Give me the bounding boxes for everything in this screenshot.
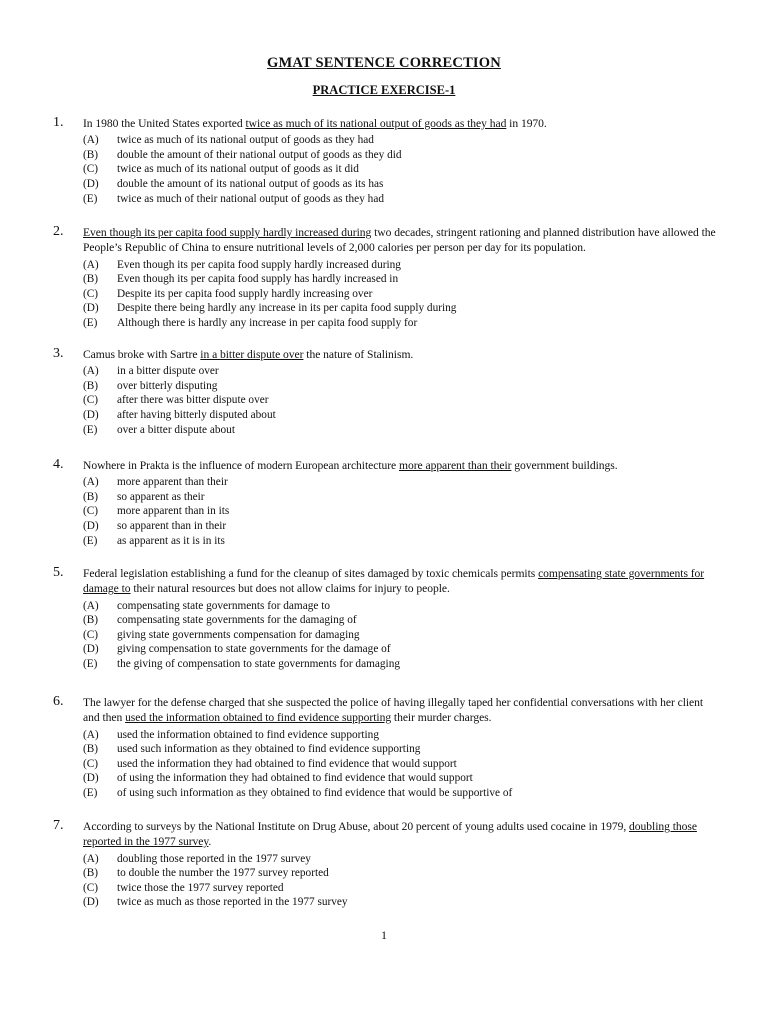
page-number: 1 — [381, 928, 387, 942]
option-letter: (C) — [83, 394, 99, 407]
stem-text: According to surveys by the National Institute on Drug Abuse, about 20 percent of young adults used cocaine in 1979, — [83, 820, 630, 833]
option-letter: (E) — [83, 192, 98, 205]
underlined-phrase: more apparent than their — [399, 459, 512, 472]
question-number: 1. — [53, 115, 64, 130]
option-text: used such information as they obtained to find evidence supporting — [117, 743, 421, 756]
option-letter: (A) — [83, 599, 99, 612]
option-text: in a bitter dispute over — [117, 365, 219, 378]
option-letter: (A) — [83, 134, 99, 147]
page-title: GMAT SENTENCE CORRECTION — [267, 55, 501, 71]
option-text: giving compensation to state governments for the damage of — [117, 643, 391, 656]
question-number: 6. — [53, 694, 64, 709]
question-number: 7. — [53, 818, 64, 833]
option-letter: (E) — [83, 534, 98, 547]
answer-option — [83, 490, 718, 505]
answer-option — [83, 133, 718, 148]
answer-option — [83, 613, 718, 628]
question-stem — [83, 116, 718, 131]
stem-text: government buildings. — [511, 459, 618, 472]
answer-option — [83, 475, 718, 490]
question-3 — [53, 347, 718, 437]
answer-option — [83, 534, 718, 549]
option-text: Although there is hardly any increase in per capita food supply for — [117, 316, 418, 329]
underlined-phrase: compensating state governments for damage to — [83, 567, 705, 596]
option-text: used the information they had obtained to find evidence that would support — [117, 757, 457, 770]
question-stem — [83, 819, 718, 850]
option-letter: (D) — [83, 520, 99, 533]
option-letter: (D) — [83, 178, 99, 191]
stem-text: Federal legislation establishing a fund for the cleanup of sites damaged by toxic chemicals permits — [83, 567, 539, 580]
option-letter: (E) — [83, 423, 98, 436]
underlined-phrase: in a bitter dispute over — [200, 348, 304, 361]
option-letter: (C) — [83, 163, 99, 176]
option-letter: (C) — [83, 505, 99, 518]
answer-option — [83, 852, 718, 867]
underlined-phrase: Even though its per capita food supply hardly increased during — [83, 226, 372, 239]
answer-option — [83, 642, 718, 657]
option-letter: (A) — [83, 852, 99, 865]
option-text: after there was bitter dispute over — [117, 394, 269, 407]
option-letter: (D) — [83, 643, 99, 656]
answer-options — [83, 364, 718, 437]
option-letter: (B) — [83, 743, 99, 756]
option-text: so apparent as their — [117, 490, 205, 503]
question-4 — [53, 458, 718, 548]
answer-option — [83, 408, 718, 423]
question-number: 5. — [53, 565, 64, 580]
option-text: Despite there being hardly any increase in its per capita food supply during — [117, 302, 457, 315]
option-text: Even though its per capita food supply has hardly increased in — [117, 273, 399, 286]
answer-options — [83, 728, 718, 801]
option-letter: (B) — [83, 379, 99, 392]
question-2 — [53, 225, 718, 331]
option-text: twice as much of its national output of goods as they had — [117, 134, 374, 147]
option-text: double the amount of its national output of goods as its has — [117, 178, 384, 191]
answer-option — [83, 148, 718, 163]
answer-option — [83, 895, 718, 910]
option-text: over a bitter dispute about — [117, 423, 235, 436]
answer-option — [83, 757, 718, 772]
question-number: 3. — [53, 346, 64, 361]
option-letter: (C) — [83, 287, 99, 300]
answer-option — [83, 364, 718, 379]
option-letter: (C) — [83, 628, 99, 641]
stem-text: the nature of Stalinism. — [303, 348, 414, 361]
option-text: so apparent than in their — [117, 520, 227, 533]
question-1 — [53, 116, 718, 206]
stem-text: . — [208, 835, 212, 849]
option-text: of using the information they had obtained to find evidence that would support — [117, 772, 473, 785]
option-text: twice as much of their national output of goods as they had — [117, 192, 384, 205]
option-letter: (D) — [83, 409, 99, 422]
option-text: of using such information as they obtained to find evidence that would be supportive of — [117, 786, 513, 799]
question-7 — [53, 819, 718, 910]
option-letter: (B) — [83, 490, 99, 503]
answer-option — [83, 316, 718, 331]
answer-option — [83, 881, 718, 896]
answer-option — [83, 301, 718, 316]
option-text: after having bitterly disputed about — [117, 409, 276, 422]
option-text: Despite its per capita food supply hardly increasing over — [117, 287, 373, 300]
option-letter: (A) — [83, 258, 99, 271]
option-text: over bitterly disputing — [117, 379, 218, 392]
option-text: doubling those reported in the 1977 survey — [117, 852, 311, 865]
question-stem — [83, 566, 718, 597]
answer-option — [83, 771, 718, 786]
option-text: used the information obtained to find evidence supporting — [117, 728, 379, 741]
answer-option — [83, 192, 718, 207]
answer-options — [83, 133, 718, 206]
question-6 — [53, 695, 718, 801]
answer-option — [83, 162, 718, 177]
option-letter: (C) — [83, 881, 99, 894]
answer-option — [83, 393, 718, 408]
question-5 — [53, 566, 718, 672]
underlined-phrase: doubling those reported in the 1977 survey — [83, 820, 697, 849]
underlined-phrase: twice as much of its national output of goods as they had — [245, 117, 507, 130]
option-letter: (A) — [83, 728, 99, 741]
answer-option — [83, 258, 718, 273]
answer-option — [83, 504, 718, 519]
option-letter: (B) — [83, 614, 99, 627]
question-number: 2. — [53, 224, 64, 239]
option-letter: (D) — [83, 896, 99, 909]
answer-option — [83, 866, 718, 881]
option-text: twice those the 1977 survey reported — [117, 881, 284, 894]
option-text: more apparent than their — [117, 476, 228, 489]
answer-option — [83, 272, 718, 287]
stem-text: their murder charges. — [391, 711, 492, 725]
answer-option — [83, 657, 718, 672]
option-text: double the amount of their national output of goods as they did — [117, 148, 402, 161]
question-stem — [83, 695, 718, 726]
page-subtitle: PRACTICE EXERCISE-1 — [312, 83, 456, 97]
stem-text: their natural resources but does not allow claims for injury to people. — [130, 582, 450, 596]
option-letter: (A) — [83, 476, 99, 489]
option-letter: (E) — [83, 316, 98, 329]
stem-text: Camus broke with Sartre — [83, 348, 201, 361]
option-letter: (D) — [83, 772, 99, 785]
answer-option — [83, 519, 718, 534]
option-letter: (E) — [83, 786, 98, 799]
answer-option — [83, 728, 718, 743]
option-letter: (E) — [83, 657, 98, 670]
answer-option — [83, 786, 718, 801]
answer-option — [83, 379, 718, 394]
option-text: giving state governments compensation for damaging — [117, 628, 360, 641]
option-text: as apparent as it is in its — [117, 534, 225, 547]
answer-options — [83, 599, 718, 672]
answer-option — [83, 628, 718, 643]
stem-text: two decades, stringent rationing and planned distribution have allowed the People’s Republic of China to ensure nutritional levels of 2,000 calories per person per day for its population. — [83, 226, 716, 255]
question-stem — [83, 347, 718, 362]
stem-text: in 1970. — [506, 117, 547, 130]
option-text: to double the number the 1977 survey reported — [117, 867, 329, 880]
option-letter: (B) — [83, 867, 99, 880]
answer-option — [83, 287, 718, 302]
stem-text: Nowhere in Prakta is the influence of modern European architecture — [83, 459, 399, 472]
stem-text: In 1980 the United States exported — [83, 117, 246, 130]
answer-option — [83, 742, 718, 757]
option-letter: (D) — [83, 302, 99, 315]
option-text: Even though its per capita food supply hardly increased during — [117, 258, 401, 271]
question-stem — [83, 225, 718, 256]
option-letter: (A) — [83, 365, 99, 378]
stem-text: The lawyer for the defense charged that she suspected the police of having illegally taped her confidential conversations with her client and then — [83, 696, 704, 725]
answer-options — [83, 852, 718, 910]
option-text: the giving of compensation to state governments for damaging — [117, 657, 400, 670]
option-letter: (B) — [83, 148, 99, 161]
answer-options — [83, 258, 718, 331]
answer-option — [83, 599, 718, 614]
answer-option — [83, 177, 718, 192]
option-text: compensating state governments for the damaging of — [117, 614, 357, 627]
option-text: twice as much as those reported in the 1977 survey — [117, 896, 348, 909]
answer-option — [83, 423, 718, 438]
option-text: compensating state governments for damage to — [117, 599, 331, 612]
question-stem — [83, 458, 718, 473]
option-letter: (C) — [83, 757, 99, 770]
underlined-phrase: used the information obtained to find evidence supporting — [125, 711, 392, 725]
option-letter: (B) — [83, 273, 99, 286]
answer-options — [83, 475, 718, 548]
option-text: more apparent than in its — [117, 505, 230, 518]
question-number: 4. — [53, 457, 64, 472]
option-text: twice as much of its national output of goods as it did — [117, 163, 359, 176]
